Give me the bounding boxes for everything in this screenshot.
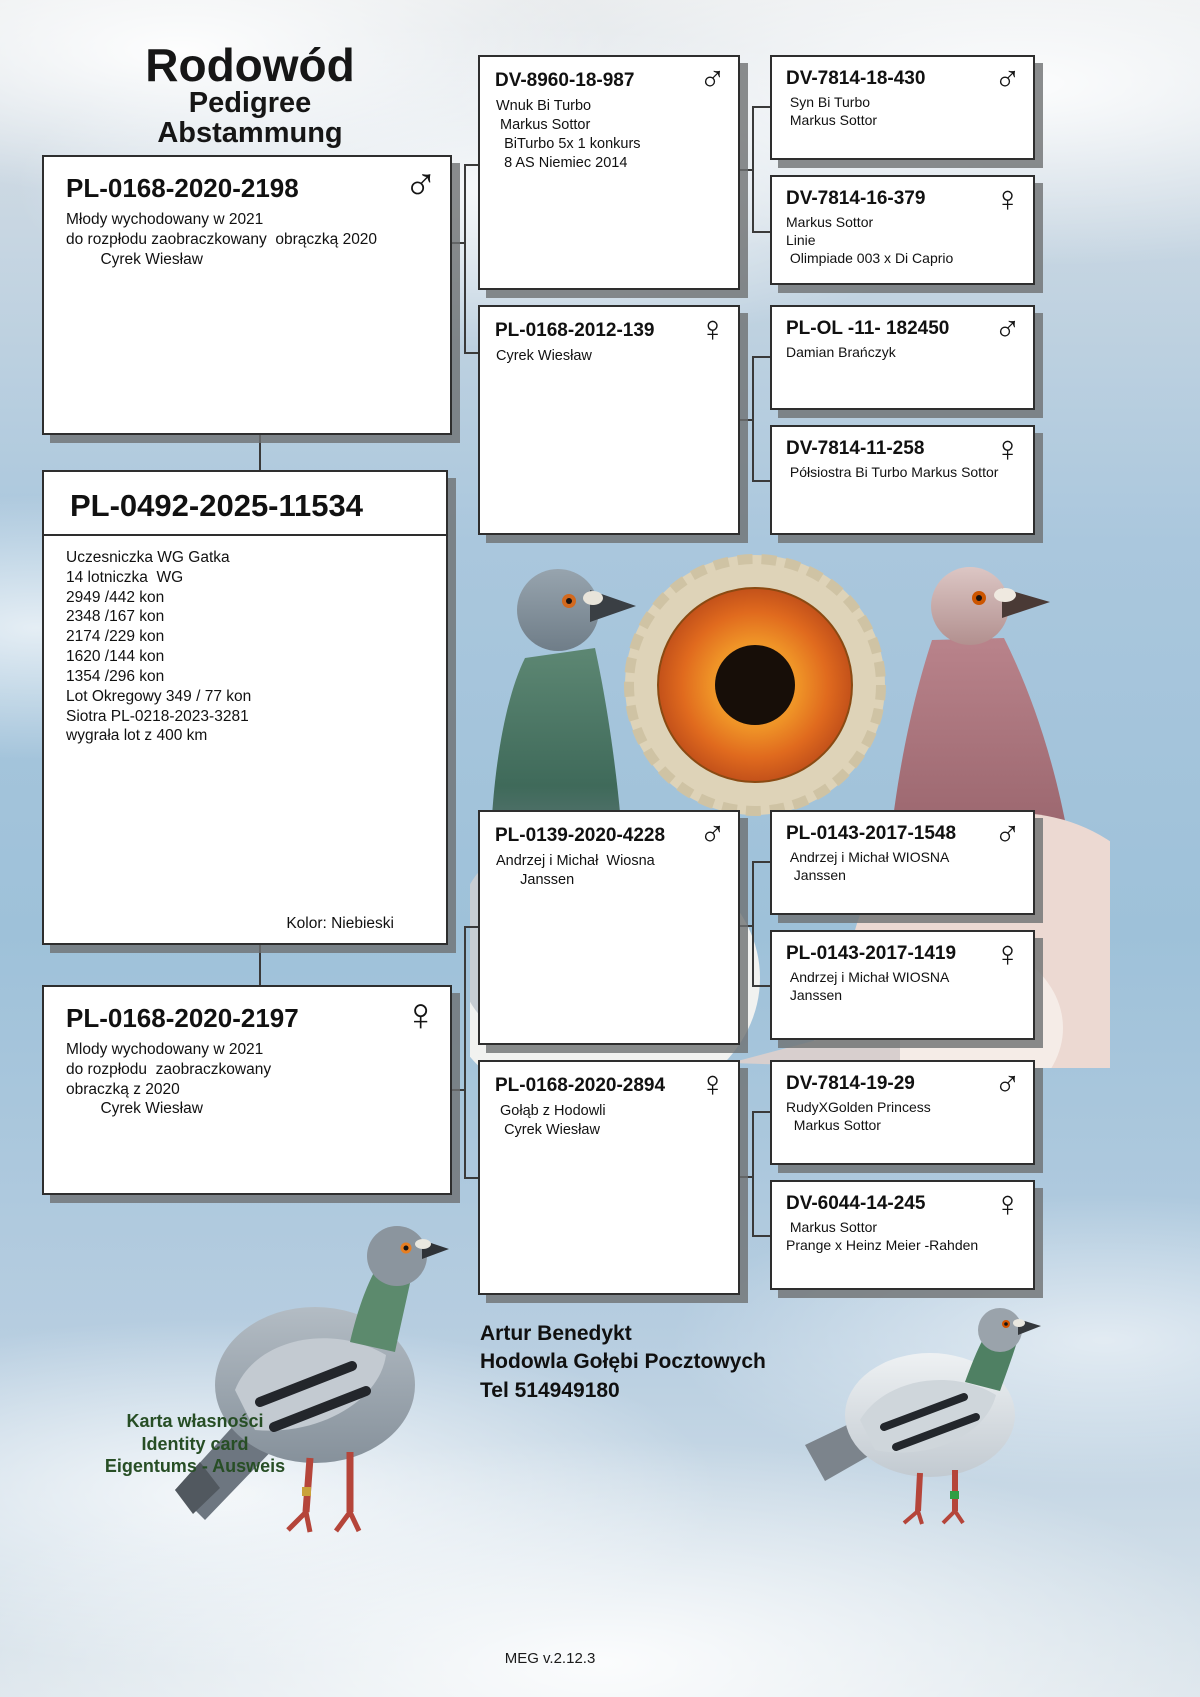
box-text-line: Lot Okregowy 349 / 77 kon bbox=[66, 687, 252, 705]
box-text-line: Cyrek Wiesław bbox=[66, 1100, 203, 1118]
pedigree-box-gen2-3 bbox=[478, 810, 740, 1045]
box-text-line: obraczką z 2020 bbox=[66, 1080, 180, 1098]
title-abstammung: Abstammung bbox=[157, 117, 343, 150]
box-text-line: 2348 /167 kon bbox=[66, 608, 165, 626]
box-text-line: Cyrek Wiesław bbox=[496, 1121, 600, 1138]
box-text-line: Janssen bbox=[786, 987, 843, 1004]
connector-line bbox=[754, 1235, 770, 1237]
connector-line bbox=[259, 435, 261, 470]
connector-line bbox=[754, 106, 770, 108]
pedigree-box-gen3-7 bbox=[770, 1060, 1035, 1165]
box-text-line: Janssen bbox=[786, 867, 846, 884]
box-text-line: Markus Sottor bbox=[786, 1117, 881, 1134]
box-text-line: Markus Sottor bbox=[786, 214, 874, 230]
male-symbol-icon: ♂ bbox=[403, 158, 438, 210]
box-text-line: Cyrek Wiesław bbox=[66, 250, 203, 268]
box-text-line: 1354 /296 kon bbox=[66, 667, 165, 685]
female-symbol-icon: ♀ bbox=[699, 1063, 726, 1104]
title-pedigree: Pedigree bbox=[188, 87, 312, 119]
ring-number: DV-7814-19-29 bbox=[786, 1073, 915, 1094]
pedigree-box-gen2-1 bbox=[478, 55, 740, 290]
ring-number: DV-6044-14-245 bbox=[786, 1193, 926, 1214]
box-text-line: Półsiostra Bi Turbo Markus Sottor bbox=[786, 464, 999, 480]
box-text-line: Prange x Heinz Meier -Rahden bbox=[786, 1237, 979, 1254]
box-text-line: Młody wychodowany w 2021 bbox=[66, 211, 264, 228]
male-symbol-icon: ♂ bbox=[994, 58, 1021, 99]
box-text-line: 2174 /229 kon bbox=[66, 628, 165, 646]
box-text-line: Siotra PL-0218-2023-3281 bbox=[66, 707, 249, 725]
connector-line bbox=[752, 861, 754, 987]
pedigree-box-gen3-3 bbox=[770, 305, 1035, 410]
box-text-line: Andrzej i Michał WIOSNA bbox=[786, 849, 950, 865]
identity-line-en: Identity card bbox=[141, 1433, 249, 1454]
connector-line bbox=[466, 1177, 478, 1179]
female-symbol-icon: ♀ bbox=[994, 933, 1021, 974]
identity-line-de: Eigentums - Ausweis bbox=[104, 1456, 286, 1476]
pigeon-photo-bottom-left bbox=[160, 1190, 450, 1550]
box-text-line: Damian Brańczyk bbox=[786, 344, 896, 360]
male-symbol-icon: ♂ bbox=[699, 813, 726, 854]
male-symbol-icon: ♂ bbox=[699, 58, 726, 99]
ring-number: PL-0168-2012-139 bbox=[495, 320, 655, 341]
pedigree-box-gen3-6 bbox=[770, 930, 1035, 1040]
connector-line bbox=[754, 861, 770, 863]
connector-line bbox=[259, 945, 261, 985]
software-version: MEG v.2.12.3 bbox=[504, 1650, 596, 1667]
connector-line bbox=[466, 164, 478, 166]
box-text-line: 14 lotniczka WG bbox=[66, 568, 184, 586]
box-text-line: Wnuk Bi Turbo bbox=[496, 98, 592, 114]
ring-number: PL-0168-2020-2894 bbox=[495, 1075, 666, 1096]
box-text-line: Janssen bbox=[496, 871, 575, 888]
pedigree-box-gen2-4 bbox=[478, 1060, 740, 1295]
breeder-info bbox=[480, 1320, 766, 1405]
box-text-line: do rozpłodu zaobraczkowany obrączką 2020 bbox=[66, 230, 378, 248]
ring-number: PL-OL -11- 182450 bbox=[786, 318, 950, 339]
pedigree-box-gen3-1 bbox=[770, 55, 1035, 160]
box-text-line: do rozpłodu zaobraczkowany bbox=[66, 1060, 272, 1078]
box-text-line: Mlody wychodowany w 2021 bbox=[66, 1041, 264, 1058]
connector-line bbox=[752, 106, 754, 233]
connector-line bbox=[754, 1111, 770, 1113]
male-symbol-icon: ♂ bbox=[994, 813, 1021, 854]
ring-number: DV-8960-18-987 bbox=[495, 70, 635, 91]
ring-number: PL-0143-2017-1548 bbox=[786, 823, 957, 844]
breeder-loft: Hodowla Gołębi Pocztowych bbox=[480, 1350, 766, 1374]
box-text-line: Markus Sottor bbox=[786, 112, 878, 129]
box-text-line: Linie bbox=[786, 232, 816, 249]
pedigree-box-mother bbox=[42, 985, 452, 1195]
connector-line bbox=[754, 480, 770, 482]
connector-line bbox=[464, 164, 466, 354]
box-text-line: Andrzej i Michał Wiosna bbox=[496, 853, 655, 869]
ring-number: PL-0168-2020-2198 bbox=[66, 173, 299, 203]
connector-line bbox=[464, 926, 466, 1179]
box-text-line: 8 AS Niemiec 2014 bbox=[496, 154, 628, 171]
ring-number: DV-7814-16-379 bbox=[786, 188, 926, 209]
color-note: Kolor: Niebieski bbox=[286, 915, 394, 932]
ring-number: PL-0492-2025-11534 bbox=[70, 488, 364, 523]
identity-line-pl: Karta własności bbox=[126, 1411, 264, 1431]
pedigree-box-father bbox=[42, 155, 452, 435]
box-text-line: 1620 /144 kon bbox=[66, 648, 165, 666]
box-text-line: RudyXGolden Princess bbox=[786, 1099, 931, 1115]
box-text-line: Gołąb z Hodowli bbox=[496, 1103, 606, 1119]
pedigree-box-gen2-2 bbox=[478, 305, 740, 535]
female-symbol-icon: ♀ bbox=[403, 988, 438, 1040]
box-text-line: BiTurbo 5x 1 konkurs bbox=[496, 135, 641, 152]
box-text-line: wygrała lot z 400 km bbox=[66, 727, 208, 745]
connector-line bbox=[466, 352, 478, 354]
ring-number: DV-7814-18-430 bbox=[786, 68, 926, 89]
male-symbol-icon: ♂ bbox=[994, 308, 1021, 349]
connector-line bbox=[754, 356, 770, 358]
header-divider bbox=[44, 534, 446, 536]
connector-line bbox=[754, 985, 770, 987]
box-text-line: Andrzej i Michał WIOSNA bbox=[786, 969, 950, 985]
box-text-line: Syn Bi Turbo bbox=[786, 94, 871, 110]
box-text-line: Olimpiade 003 x Di Caprio bbox=[786, 250, 954, 267]
female-symbol-icon: ♀ bbox=[994, 1183, 1021, 1224]
pedigree-box-gen3-8 bbox=[770, 1180, 1035, 1290]
ring-number: PL-0168-2020-2197 bbox=[66, 1003, 299, 1033]
ring-number: DV-7814-11-258 bbox=[786, 438, 925, 459]
box-text-line: Uczesniczka WG Gatka bbox=[66, 549, 230, 566]
male-symbol-icon: ♂ bbox=[994, 1063, 1021, 1104]
pedigree-box-gen3-4 bbox=[770, 425, 1035, 535]
pigeon-photo-bottom-right bbox=[800, 1295, 1060, 1525]
connector-line bbox=[466, 926, 478, 928]
identity-card-label bbox=[60, 1410, 330, 1478]
pedigree-box-subject bbox=[42, 470, 448, 945]
box-text-line: Cyrek Wiesław bbox=[496, 348, 592, 364]
box-text-line: Markus Sottor bbox=[786, 1219, 878, 1235]
connector-line bbox=[754, 231, 770, 233]
box-text-line: Markus Sottor bbox=[496, 116, 591, 133]
title-rodowod: Rodowód bbox=[145, 39, 355, 91]
ring-number: PL-0139-2020-4228 bbox=[495, 825, 666, 846]
female-symbol-icon: ♀ bbox=[699, 308, 726, 349]
box-text-line: 2949 /442 kon bbox=[66, 588, 165, 606]
breeder-phone: Tel 514949180 bbox=[480, 1378, 620, 1402]
female-symbol-icon: ♀ bbox=[994, 428, 1021, 469]
female-symbol-icon: ♀ bbox=[994, 178, 1021, 219]
connector-line bbox=[752, 1111, 754, 1237]
pedigree-box-gen3-2 bbox=[770, 175, 1035, 285]
document-title bbox=[110, 39, 390, 150]
pedigree-box-gen3-5 bbox=[770, 810, 1035, 915]
connector-line bbox=[752, 356, 754, 482]
breeder-name: Artur Benedykt bbox=[480, 1322, 632, 1345]
ring-number: PL-0143-2017-1419 bbox=[786, 943, 957, 964]
